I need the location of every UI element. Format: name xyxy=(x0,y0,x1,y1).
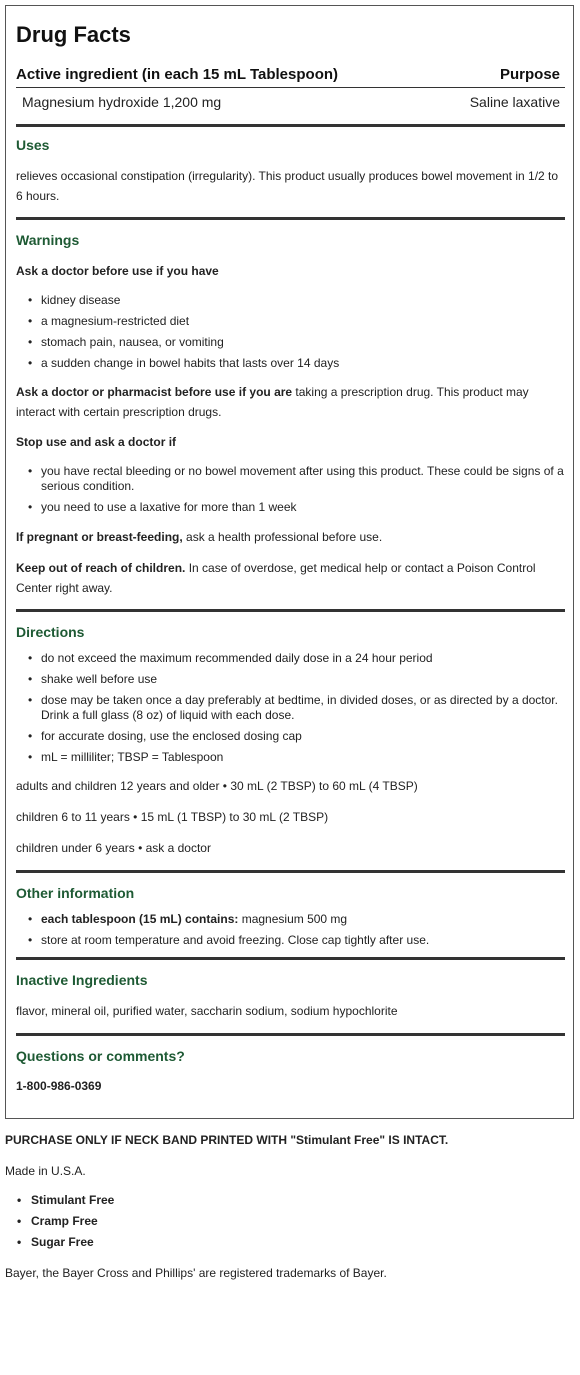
drug-facts-title: Drug Facts xyxy=(16,22,131,47)
list-item: • mL = milliliter; TBSP = Tablespoon xyxy=(16,750,564,765)
directions-list xyxy=(16,651,564,771)
pregnant-warning-bold: If pregnant or breast-feeding, xyxy=(16,530,183,544)
pharmacist-warning xyxy=(16,383,564,422)
pharmacist-warning-bold: Ask a doctor or pharmacist before use if you are xyxy=(16,385,293,399)
list-item: • for accurate dosing, use the enclosed dosing cap xyxy=(16,729,564,744)
dose-children: children 6 to 11 years • 15 mL (1 TBSP) to 30 mL (2 TBSP) xyxy=(16,810,329,824)
section-divider xyxy=(16,609,565,612)
inactive-heading: Inactive Ingredients xyxy=(16,972,148,988)
purpose-label: Purpose xyxy=(499,66,560,83)
section-divider xyxy=(16,1033,565,1036)
directions-heading: Directions xyxy=(16,624,85,640)
children-warning-bold: Keep out of reach of children. xyxy=(16,561,186,575)
made-in: Made in U.S.A. xyxy=(5,1164,86,1178)
phone-number: 1-800-986-0369 xyxy=(16,1079,102,1093)
list-item xyxy=(16,912,564,927)
section-divider xyxy=(16,124,565,127)
dose-adults: adults and children 12 years and older • 30 mL (2 TBSP) to 60 mL (4 TBSP) xyxy=(16,779,418,793)
uses-text: relieves occasional constipation (irregularity). This product usually produces bowel movement in 1/2 to 6 hours. xyxy=(16,169,559,203)
list-item: • Sugar Free xyxy=(5,1235,553,1250)
list-item: • dose may be taken once a day preferably at bedtime, in divided doses, or as directed by a doctor. Drink a full glass (8 oz) of liquid with each dose. xyxy=(16,693,564,723)
list-item: • Stimulant Free xyxy=(5,1193,553,1208)
warnings-heading: Warnings xyxy=(16,232,80,248)
inactive-text: flavor, mineral oil, purified water, saccharin sodium, sodium hypochlorite xyxy=(16,1004,398,1018)
other-info-text: magnesium 500 mg xyxy=(238,912,348,926)
list-item: • do not exceed the maximum recommended daily dose in a 24 hour period xyxy=(16,651,564,666)
trademark-notice: Bayer, the Bayer Cross and Phillips' are registered trademarks of Bayer. xyxy=(5,1266,387,1280)
ingredient-purpose: Saline laxative xyxy=(469,94,560,110)
questions-heading: Questions or comments? xyxy=(16,1048,185,1064)
section-divider xyxy=(16,870,565,873)
other-info-list xyxy=(16,912,564,954)
uses-heading: Uses xyxy=(16,137,50,153)
pregnant-warning xyxy=(16,528,564,548)
list-item: • a magnesium-restricted diet xyxy=(16,314,564,329)
ingredient-row xyxy=(22,94,560,110)
list-item: • you need to use a laxative for more than 1 week xyxy=(16,500,564,515)
children-warning xyxy=(16,559,564,598)
other-info-bold: each tablespoon (15 mL) contains: xyxy=(41,912,239,926)
other-info-heading: Other information xyxy=(16,885,135,901)
purchase-notice: PURCHASE ONLY IF NECK BAND PRINTED WITH "Stimulant Free" IS INTACT. xyxy=(5,1133,449,1147)
active-ingredient-header xyxy=(16,66,560,83)
section-divider xyxy=(16,217,565,220)
list-item: • stomach pain, nausea, or vomiting xyxy=(16,335,564,350)
ask-doctor-list xyxy=(16,293,564,377)
stop-use-heading: Stop use and ask a doctor if xyxy=(16,435,177,449)
stop-use-list xyxy=(16,464,564,521)
pregnant-warning-text: ask a health professional before use. xyxy=(182,530,383,544)
ingredient-name: Magnesium hydroxide 1,200 mg xyxy=(22,94,222,110)
dose-under-6: children under 6 years • ask a doctor xyxy=(16,841,211,855)
list-item: • store at room temperature and avoid freezing. Close cap tightly after use. xyxy=(16,933,564,948)
list-item: • Cramp Free xyxy=(5,1214,553,1229)
list-item: • you have rectal bleeding or no bowel movement after using this product. These could be signs of a serious condition. xyxy=(16,464,564,494)
section-divider xyxy=(16,957,565,960)
ask-doctor-heading: Ask a doctor before use if you have xyxy=(16,264,219,278)
active-ingredient-label: Active ingredient (in each 15 mL Tablespoon) xyxy=(16,66,339,83)
pharmacist-warning-text: taking a prescription drug. This product may interact with certain prescription drugs. xyxy=(16,385,529,419)
list-item: • a sudden change in bowel habits that lasts over 14 days xyxy=(16,356,564,371)
children-warning-text: In case of overdose, get medical help or contact a Poison Control Center right away. xyxy=(16,561,536,595)
features-list xyxy=(5,1193,553,1256)
header-divider xyxy=(16,87,565,88)
list-item: • kidney disease xyxy=(16,293,564,308)
list-item: • shake well before use xyxy=(16,672,564,687)
